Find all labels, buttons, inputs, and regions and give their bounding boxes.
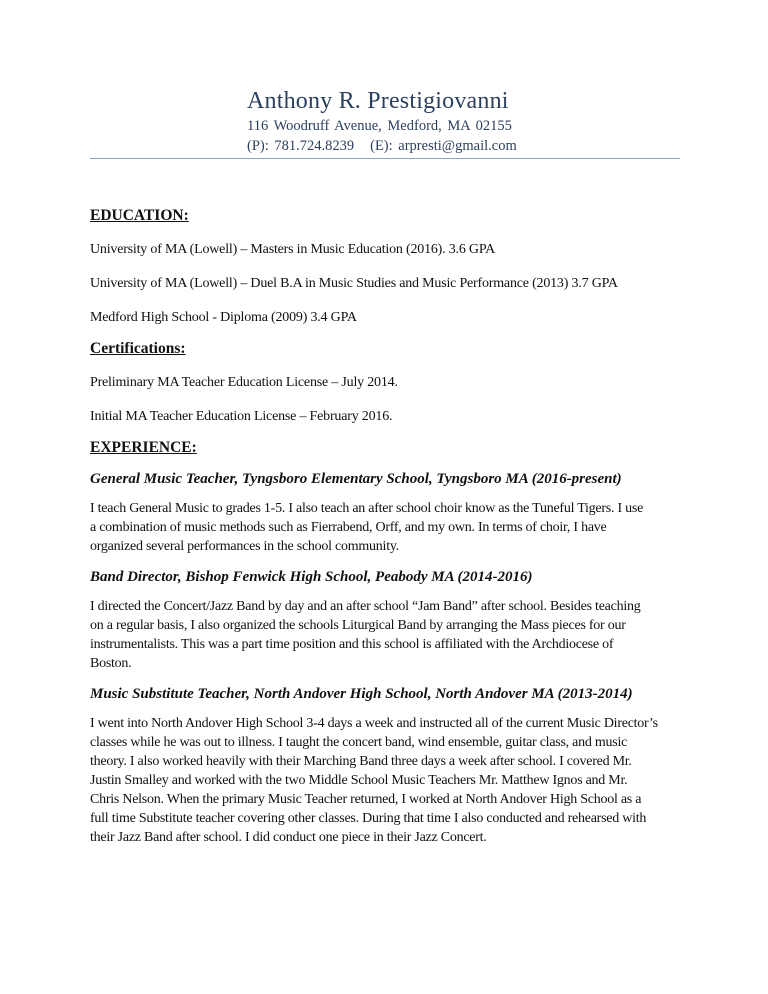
description-line: I went into North Andover High School 3-4 days a week and instructed all of the current Music Director’s [90, 716, 658, 731]
description-line: organized several performances in the school community. [90, 539, 399, 554]
candidate-name: Anthony R. Prestigiovanni [247, 88, 509, 114]
job-title: Music Substitute Teacher, North Andover High School, North Andover MA (2013-2014) [90, 686, 633, 702]
phone-number: (P): 781.724.8239 [247, 138, 355, 154]
education-item: Medford High School - Diploma (2009) 3.4 GPA [90, 310, 357, 325]
job-description [90, 597, 690, 673]
certification-item: Preliminary MA Teacher Education License – July 2014. [90, 375, 398, 390]
description-line: theory. I also worked heavily with their Marching Band three days a week after school. I covered Mr. [90, 754, 632, 769]
job-description [90, 714, 690, 847]
description-line: I directed the Concert/Jazz Band by day and an after school “Jam Band” after school. Besides teaching [90, 599, 641, 614]
description-line: I teach General Music to grades 1-5. I also teach an after school choir know as the Tuneful Tigers. I use [90, 501, 644, 516]
education-item: University of MA (Lowell) – Masters in Music Education (2016). 3.6 GPA [90, 242, 496, 257]
description-line: Boston. [90, 656, 132, 671]
job-title: Band Director, Bishop Fenwick High School, Peabody MA (2014-2016) [90, 569, 533, 585]
job-description [90, 499, 690, 556]
certifications-heading: Certifications: [90, 340, 186, 357]
description-line: full time Substitute teacher covering other classes. During that time I also conducted and rehearsed with [90, 811, 647, 826]
description-line: on a regular basis, I also organized the schools Liturgical Band by arranging the Mass pieces for our [90, 618, 626, 633]
contact-line [247, 136, 517, 156]
description-line: classes while he was out to illness. I taught the concert band, wind ensemble, guitar class, and music [90, 735, 628, 750]
education-item: University of MA (Lowell) – Duel B.A in Music Studies and Music Performance (2013) 3.7 GPA [90, 276, 618, 291]
description-line: Chris Nelson. When the primary Music Teacher returned, I worked at North Andover High School as a [90, 792, 642, 807]
description-line: their Jazz Band after school. I did conduct one piece in their Jazz Concert. [90, 830, 487, 845]
email-address: (E): arpresti@gmail.com [370, 138, 517, 154]
description-line: Justin Smalley and worked with the two Middle School Music Teachers Mr. Matthew Ignos and Mr. [90, 773, 628, 788]
resume-header [247, 86, 517, 156]
address-line: 116 Woodruff Avenue, Medford, MA 02155 [247, 118, 512, 134]
education-heading: EDUCATION: [90, 207, 189, 224]
resume-body [90, 206, 690, 859]
job-title: General Music Teacher, Tyngsboro Elementary School, Tyngsboro MA (2016-present) [90, 471, 622, 487]
experience-heading: EXPERIENCE: [90, 439, 197, 456]
header-divider [90, 158, 680, 159]
description-line: instrumentalists. This was a part time position and this school is affiliated with the Archdiocese of [90, 637, 614, 652]
description-line: a combination of music methods such as Fierrabend, Orff, and my own. In terms of choir, I have [90, 520, 607, 535]
certification-item: Initial MA Teacher Education License – February 2016. [90, 409, 393, 424]
